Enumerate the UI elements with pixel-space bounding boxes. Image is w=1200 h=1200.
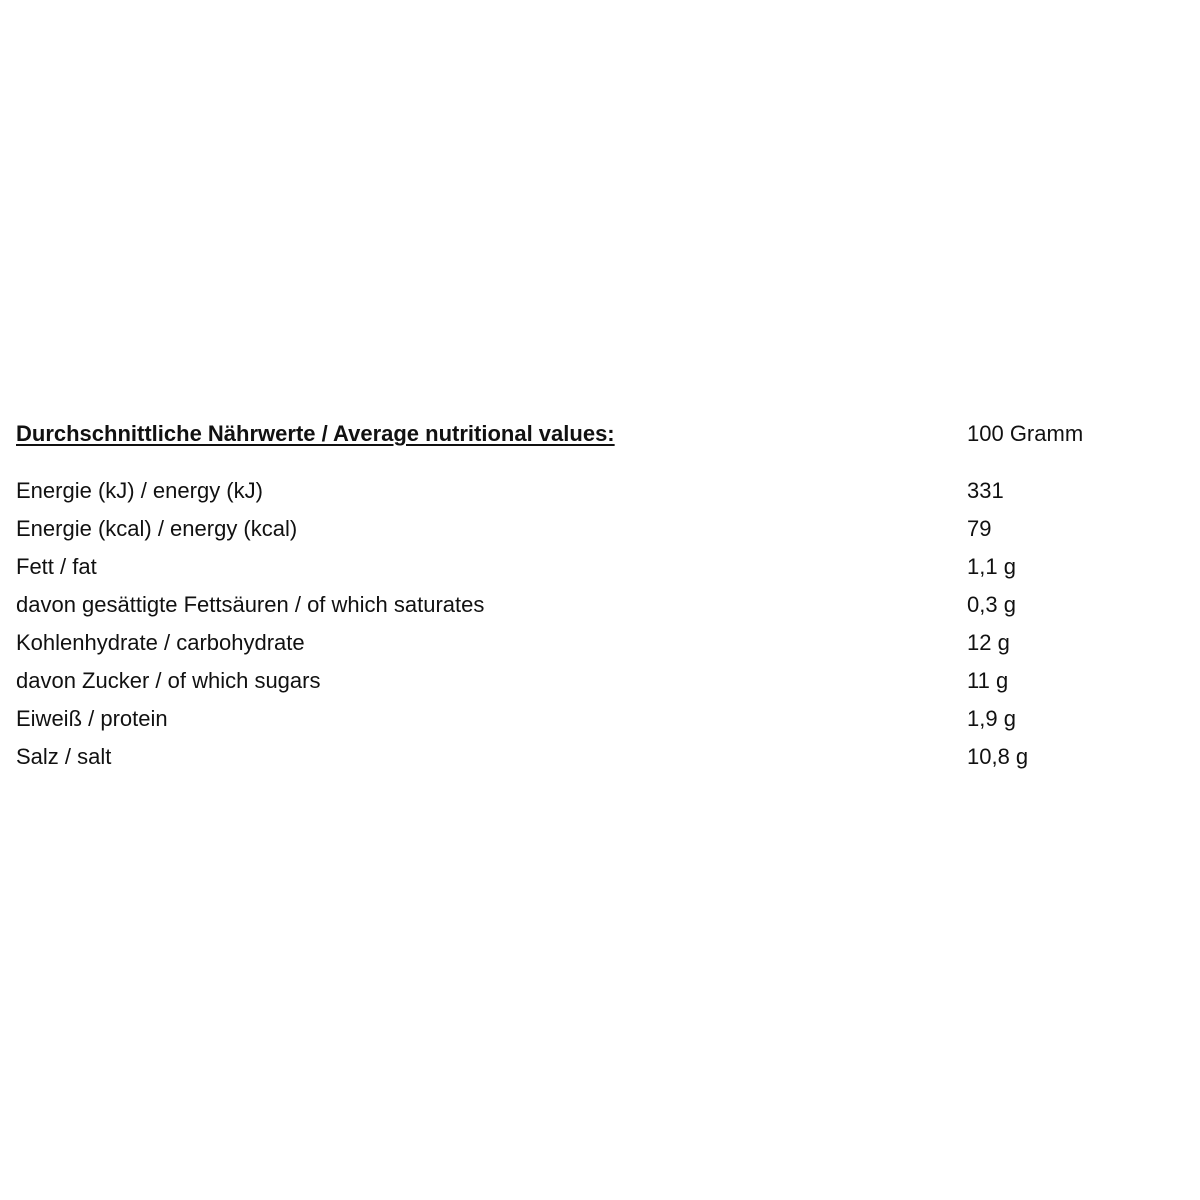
nutrient-label: Energie (kcal) / energy (kcal) (16, 516, 298, 541)
table-header (16, 416, 1166, 452)
nutrient-row-carbohydrate (16, 624, 1166, 662)
nutrient-label: Salz / salt (16, 744, 112, 769)
nutrient-value: 79 (967, 516, 992, 541)
nutrient-label: Energie (kJ) / energy (kJ) (16, 478, 263, 503)
nutrient-row-fat (16, 548, 1166, 586)
nutrition-table (16, 416, 1166, 776)
nutrient-value: 0,3 g (967, 592, 1016, 617)
nutrient-value: 11 g (967, 668, 1009, 693)
nutrient-label: davon Zucker / of which sugars (16, 668, 321, 693)
nutrient-row-energy-kj (16, 472, 1166, 510)
nutrient-row-energy-kcal (16, 510, 1166, 548)
nutrient-label: davon gesättigte Fettsäuren / of which saturates (16, 592, 485, 617)
nutrient-row-protein (16, 700, 1166, 738)
nutrient-value: 1,9 g (967, 706, 1016, 731)
nutrient-value: 1,1 g (967, 554, 1016, 579)
nutrient-label: Eiweiß / protein (16, 706, 168, 731)
nutrient-row-salt (16, 738, 1166, 776)
nutrient-row-saturates (16, 586, 1166, 624)
nutrient-value: 10,8 g (967, 744, 1029, 769)
serving-unit: 100 Gramm (967, 421, 1084, 446)
nutrient-row-sugars (16, 662, 1166, 700)
nutrient-label: Fett / fat (16, 554, 97, 579)
nutrient-value: 331 (967, 478, 1004, 503)
nutrient-label: Kohlenhydrate / carbohydrate (16, 630, 305, 655)
table-title: Durchschnittliche Nährwerte / Average nutritional values: (16, 421, 615, 446)
nutrient-value: 12 g (967, 630, 1010, 655)
